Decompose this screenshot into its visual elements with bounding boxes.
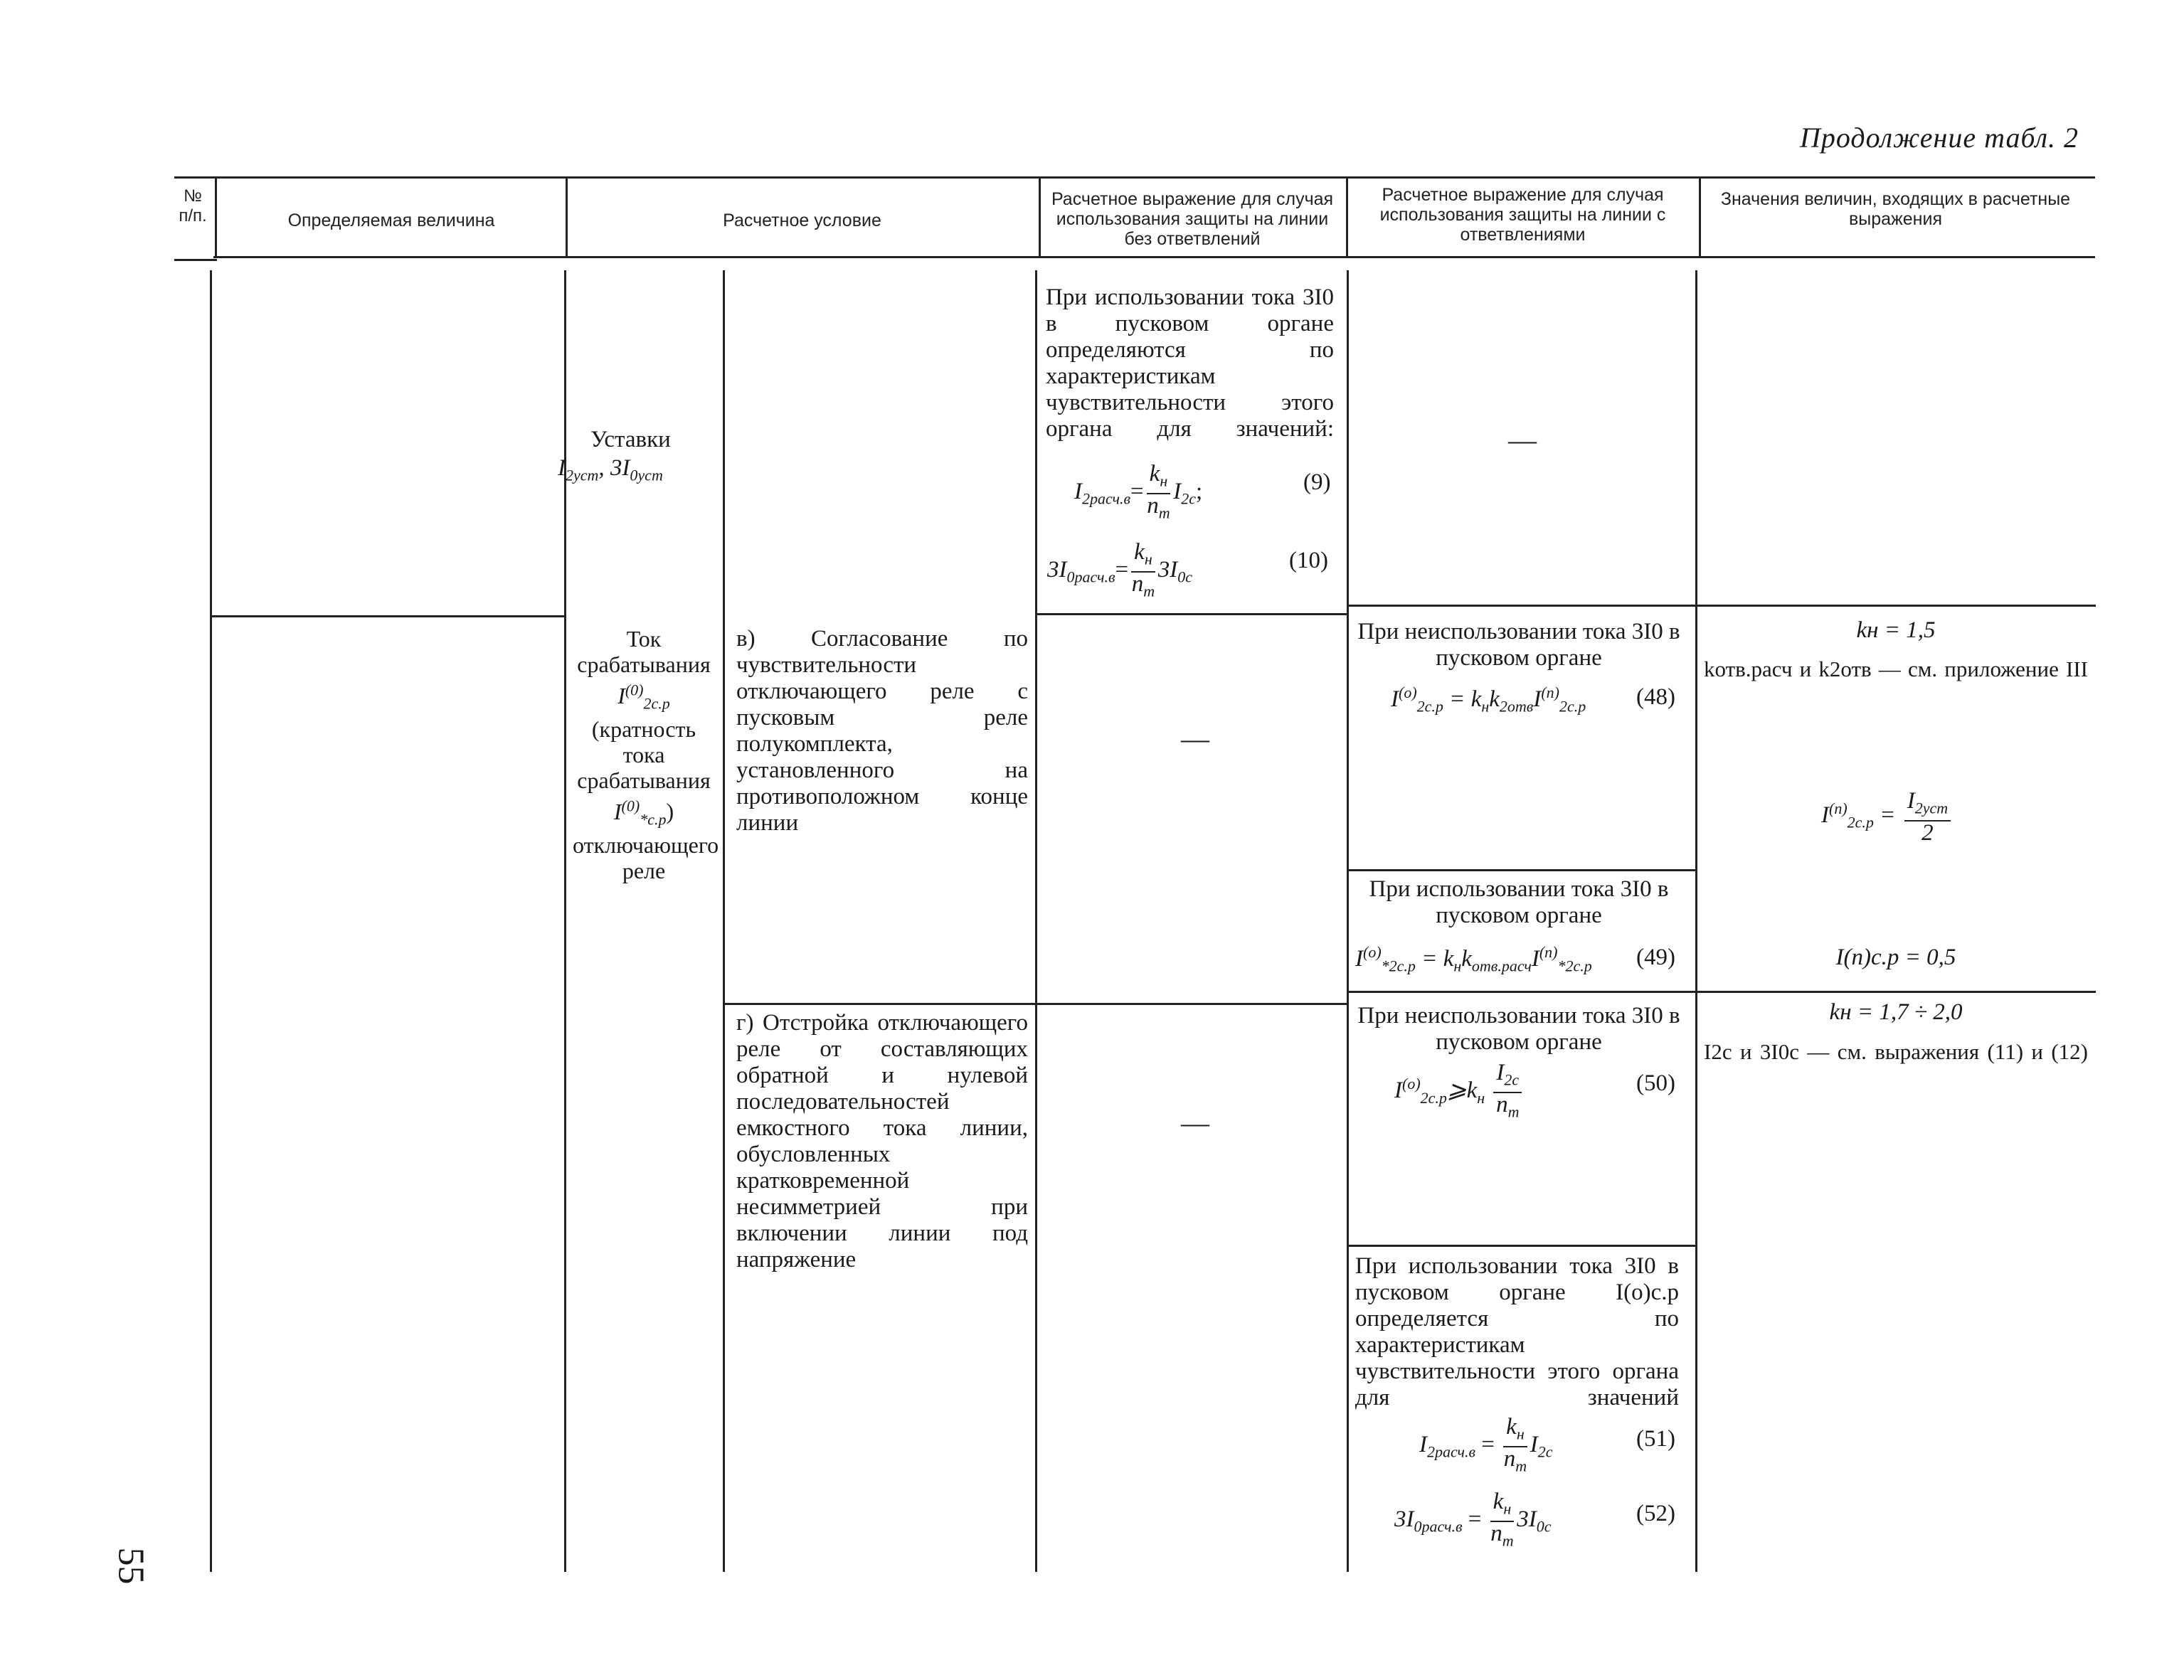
values-kn: kн = 1,5 [1856, 617, 1936, 643]
row2-no-branch-dash: — [1181, 723, 1209, 755]
eq48-label: (48) [1636, 684, 1675, 710]
eq51-label: (51) [1636, 1426, 1675, 1452]
values-i2c: I2с и 3I0с — см. выражения (11) и (12) [1704, 1039, 2088, 1064]
continuation-caption: Продолжение табл. 2 [1800, 122, 2079, 154]
eq51-formula: $I_{2расч.в}$ = $\frac{k_н}{n_т}$ $I_{2с}$ [1419, 1414, 1553, 1475]
v-row-bottom-right [1349, 991, 2096, 993]
body-col-3 [723, 270, 725, 1572]
hdr-sep-5 [1699, 178, 1701, 257]
row1-bottom-mid [1037, 613, 1347, 615]
header-bottom-rule-no [174, 259, 217, 261]
header-quantity: Определяемая величина [287, 211, 495, 230]
row2-no-branch-dash2: — [1181, 1107, 1209, 1139]
g-row-split-branch [1349, 1245, 1695, 1247]
values-kn2: kн = 1,7 ÷ 2,0 [1829, 999, 1963, 1025]
values-star: I(п)с.р = 0,5 [1835, 945, 1956, 970]
eq52-formula: $3I_{0расч.в}$ = $\frac{k_н}{n_т}$ $3I_{0с}$ [1394, 1489, 1552, 1550]
eq50-formula: $I^{(о)}_{2с.р}⩾k_н$ $\frac{I_{2с}}{n_т}$ [1394, 1061, 1525, 1123]
hdr-sep-1 [215, 178, 217, 257]
eq48-formula: $I^{(о)}_{2с.р} = k_нk_{2отв}I^{(п)}_{2с.р}$ [1391, 684, 1586, 716]
expr-48-text: При неиспользовании тока 3I0 в пусковом органе [1357, 619, 1680, 671]
values-kotv: kотв.расч и k2отв — см. приложение III [1704, 656, 2088, 681]
body-col-4 [1035, 270, 1037, 1572]
eq49-formula: $I^{(о)}_{*2с.р} = k_нk_{отв.расч}I^{(п)}_{*2с.р}$ [1355, 943, 1592, 975]
header-values: Значения величин, входящих в расчетные выражения [1720, 189, 2071, 229]
eq52-label: (52) [1636, 1501, 1675, 1526]
hdr-sep-2 [566, 178, 568, 257]
expr-50-text: При неиспользовании тока 3I0 в пусковом органе [1357, 1003, 1680, 1055]
row1-expr-text: При использовании тока 3I0 в пусковом органе определяются по характеристикам чувствительности этого органа для значений: [1046, 285, 1334, 442]
header-expr-branch: Расчетное выражение для случая использования защиты на линии с ответвлениями [1379, 185, 1666, 245]
header-bottom-rule [213, 256, 2095, 258]
header-condition: Расчетное условие [723, 211, 881, 230]
row1-branch-dash: — [1508, 424, 1537, 456]
v-row-bottom-branch [1349, 869, 1695, 871]
values-i2c-formula: $I^{(п)}_{2с.р}$ = $\frac{I_{2уст}}{2}$ [1821, 790, 1954, 844]
hdr-sep-4 [1346, 178, 1348, 257]
v-row-bottom-left [725, 1003, 1347, 1005]
eq9-formula: $I_{2расч.в}=$ $\frac{k_н}{n_т}$ $I_{2с}$; [1074, 461, 1203, 522]
condition-v: в) Согласование по чувствительности отключающего реле с пусковым реле полукомплекта, установленного на противоположном конце линии [736, 626, 1028, 836]
row1-quantity-formula: $I_{2уст}$, $3I_{0уст}$ [558, 455, 663, 484]
header-no: № п/п. [179, 186, 207, 225]
body-col-6 [1695, 270, 1697, 1572]
header-expr-no-branch: Расчетное выражение для случая использования защиты на линии без ответвлений [1051, 189, 1334, 249]
row2-quantity: Ток срабатывания $I^{(0)}_{2с.р}$ (кратность тока срабатывания $I^{(0)}_{*с.р}$) отключающего реле [573, 626, 719, 884]
row1-quantity: Уставки [590, 427, 671, 452]
eq50-label: (50) [1636, 1070, 1675, 1096]
row1-bottom-left [212, 615, 564, 617]
eq49-label: (49) [1636, 945, 1675, 970]
row1-bottom-right [1349, 605, 2096, 607]
eq9-label: (9) [1303, 469, 1331, 495]
condition-g: г) Отстройка отключающего реле от составляющих обратной и нулевой последовательностей емкостного тока линии, обусловленных кратковременной несимметрией при включении линии под напряжение [736, 1010, 1028, 1272]
body-col-1 [210, 270, 212, 1572]
page-number: 55 [110, 1547, 152, 1585]
eq10-formula: $3I_{0расч.в}=$ $\frac{k_н}{n_т}$ $3I_{0с}$ [1047, 539, 1192, 600]
expr-51-text: При использовании тока 3I0 в пусковом органе I(о)с.р определяется по характеристикам чувствительности этого органа для значений [1355, 1253, 1679, 1410]
body-col-5 [1347, 270, 1349, 1572]
header-top-rule [174, 176, 2095, 179]
expr-49-text: При использовании тока 3I0 в пусковом органе [1369, 876, 1669, 928]
eq10-label: (10) [1289, 548, 1328, 573]
